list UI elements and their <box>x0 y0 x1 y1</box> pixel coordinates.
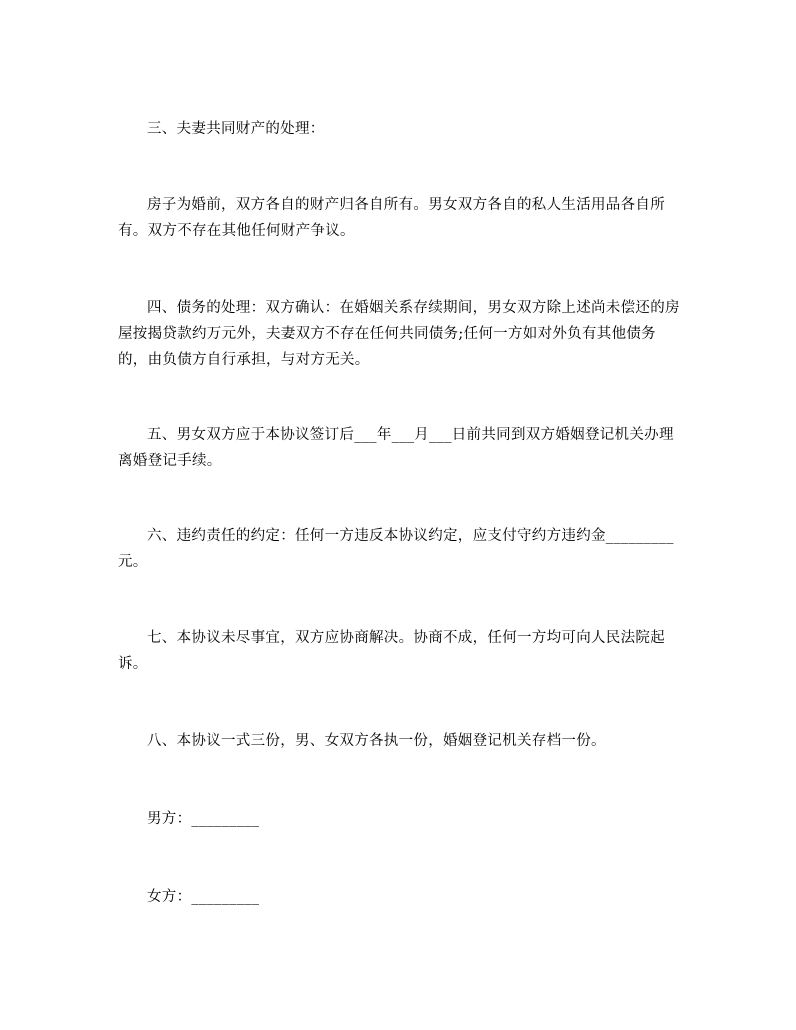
property-body: 房子为婚前，双方各自的财产归各自所有。男女双方各自的私人生活用品各自所有。双方不存在其他任何财产争议。 <box>118 197 665 239</box>
dispute-clause: 七、本协议未尽事宜，双方应协商解决。协商不成，任何一方均可向人民法院起诉。 <box>118 630 665 672</box>
male-signature: 男方：_________ <box>147 811 260 827</box>
liability-clause: 六、违约责任的约定：任何一方违反本协议约定，应支付守约方违约金_________元。 <box>118 528 674 570</box>
registration-clause: 五、男女双方应于本协议签订后___年___月___日前共同到双方婚姻登记机关办理离婚登记手续。 <box>118 427 674 469</box>
copies-clause: 八、本协议一式三份，男、女双方各执一份，婚姻登记机关存档一份。 <box>147 733 606 749</box>
property-heading: 三、夫妻共同财产的处理： <box>147 121 325 137</box>
female-signature: 女方：_________ <box>147 889 260 905</box>
debt-clause: 四、债务的处理：双方确认：在婚姻关系存续期间，男女双方除上述尚未偿还的房屋按揭贷款约万元外，夫妻双方不存在任何共同债务;任何一方如对外负有其他债务的，由负债方自行承担，与对方无关。 <box>118 300 680 368</box>
